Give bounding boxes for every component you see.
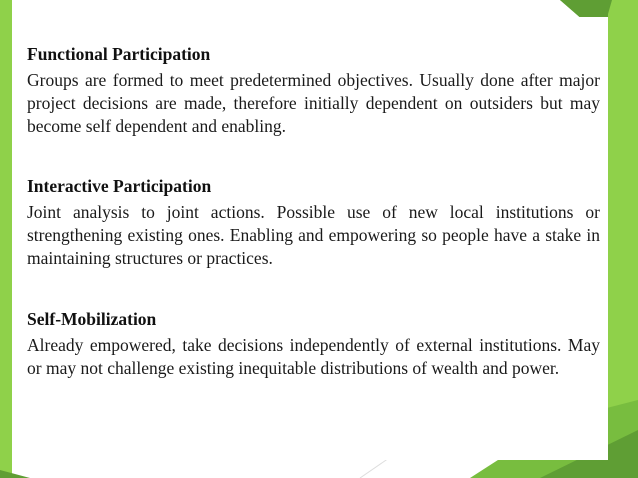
section-heading: Self-Mobilization [27,309,157,329]
section-body: Already empowered, take decisions independently of external institutions. May or may not challenge existing inequitable distributions of wealth and power. [27,335,600,378]
section-functional-participation [27,43,600,138]
section-body: Groups are formed to meet predetermined objectives. Usually done after major project decisions are made, therefore initially dependent on outsiders but may become self dependent and enabling. [27,70,600,136]
left-edge-accent [0,0,12,478]
section-self-mobilization [27,308,600,380]
content-panel [19,17,608,460]
section-heading: Functional Participation [27,44,211,64]
section-body: Joint analysis to joint actions. Possible use of new local institutions or strengthening existing ones. Enabling and empowering so people have a stake in maintaining structures or practices. [27,202,600,268]
section-heading: Interactive Participation [27,176,212,196]
bottom-left-accent [0,470,30,478]
section-interactive-participation [27,175,600,270]
